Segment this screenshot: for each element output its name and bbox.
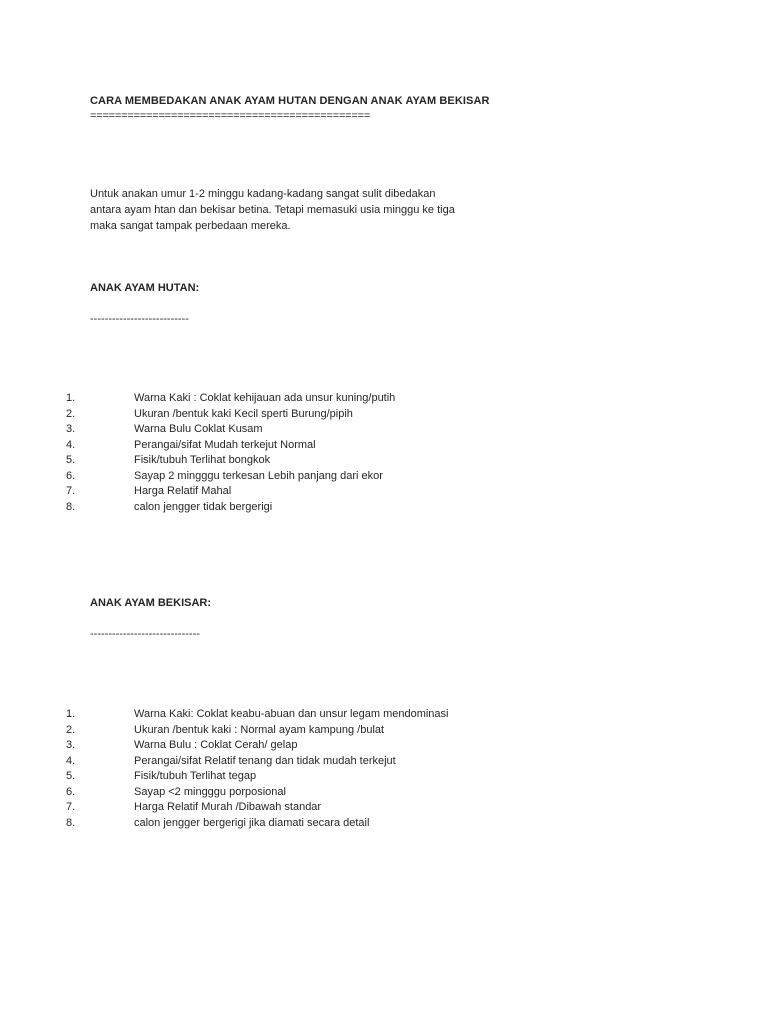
intro-line: maka sangat tampak perbedaan mereka. — [90, 220, 291, 232]
list-item — [0, 484, 768, 500]
item-number: 3. — [66, 739, 76, 751]
section-heading-hutan: ANAK AYAM HUTAN: — [90, 282, 200, 294]
item-text: Ukuran /bentuk kaki Kecil sperti Burung/pipih — [134, 407, 353, 420]
list-item — [0, 769, 768, 785]
item-number: 4. — [66, 438, 76, 451]
item-text: Warna Kaki: Coklat keabu-abuan dan unsur legam mendominasi — [134, 708, 449, 720]
item-text: Harga Relatif Murah /Dibawah standar — [134, 801, 322, 813]
list-item — [0, 422, 768, 438]
item-text: Sayap 2 mingggu terkesan Lebih panjang dari ekor — [134, 469, 383, 482]
item-text: calon jengger bergerigi jika diamati secara detail — [134, 816, 370, 829]
intro-paragraph — [90, 186, 510, 234]
item-number: 8. — [66, 816, 76, 829]
list-hutan — [0, 391, 768, 515]
item-number: 5. — [66, 770, 76, 782]
list-item — [0, 738, 768, 754]
item-number: 6. — [66, 469, 76, 482]
section-heading-bekisar: ANAK AYAM BEKISAR: — [90, 597, 212, 609]
list-item — [0, 453, 768, 469]
section-dashes-hutan: --------------------------- — [90, 313, 189, 325]
item-text: Fisik/tubuh Terlihat bongkok — [134, 454, 271, 466]
intro-line: Untuk anakan umur 1-2 minggu kadang-kadang sangat sulit dibedakan — [90, 188, 436, 200]
item-text: Harga Relatif Mahal — [134, 485, 232, 497]
list-item — [0, 785, 768, 801]
section-dashes-bekisar: ------------------------------ — [90, 628, 200, 640]
item-text: Fisik/tubuh Terlihat tegap — [134, 770, 257, 782]
item-number: 1. — [66, 708, 76, 720]
list-item — [0, 469, 768, 485]
list-item — [0, 800, 768, 816]
item-text: calon jengger tidak bergerigi — [134, 500, 273, 513]
item-number: 4. — [66, 754, 76, 767]
item-number: 7. — [66, 801, 76, 813]
item-number: 3. — [66, 423, 76, 435]
item-number: 6. — [66, 785, 76, 798]
item-text: Perangai/sifat Relatif tenang dan tidak mudah terkejut — [134, 754, 396, 767]
list-item — [0, 723, 768, 739]
item-number: 2. — [66, 407, 76, 420]
item-number: 7. — [66, 485, 76, 497]
item-text: Sayap <2 mingggu porposional — [134, 785, 286, 798]
list-item — [0, 407, 768, 423]
item-text: Warna Bulu Coklat Kusam — [134, 423, 263, 435]
list-item — [0, 707, 768, 723]
item-number: 2. — [66, 723, 76, 736]
list-item — [0, 500, 768, 516]
document-title: CARA MEMBEDAKAN ANAK AYAM HUTAN DENGAN ANAK AYAM BEKISAR — [90, 95, 490, 107]
list-item — [0, 816, 768, 832]
intro-line: antara ayam htan dan bekisar betina. Tetapi memasuki usia minggu ke tiga — [90, 204, 455, 216]
item-number: 8. — [66, 500, 76, 513]
item-text: Warna Kaki : Coklat kehijauan ada unsur kuning/putih — [134, 392, 396, 404]
item-text: Warna Bulu : Coklat Cerah/ gelap — [134, 739, 298, 751]
item-text: Perangai/sifat Mudah terkejut Normal — [134, 438, 316, 451]
item-text: Ukuran /bentuk kaki : Normal ayam kampung /bulat — [134, 723, 385, 736]
list-item — [0, 391, 768, 407]
title-underline: ============================================= — [90, 110, 371, 122]
item-number: 5. — [66, 454, 76, 466]
list-item — [0, 438, 768, 454]
list-bekisar — [0, 707, 768, 831]
list-item — [0, 754, 768, 770]
item-number: 1. — [66, 392, 76, 404]
